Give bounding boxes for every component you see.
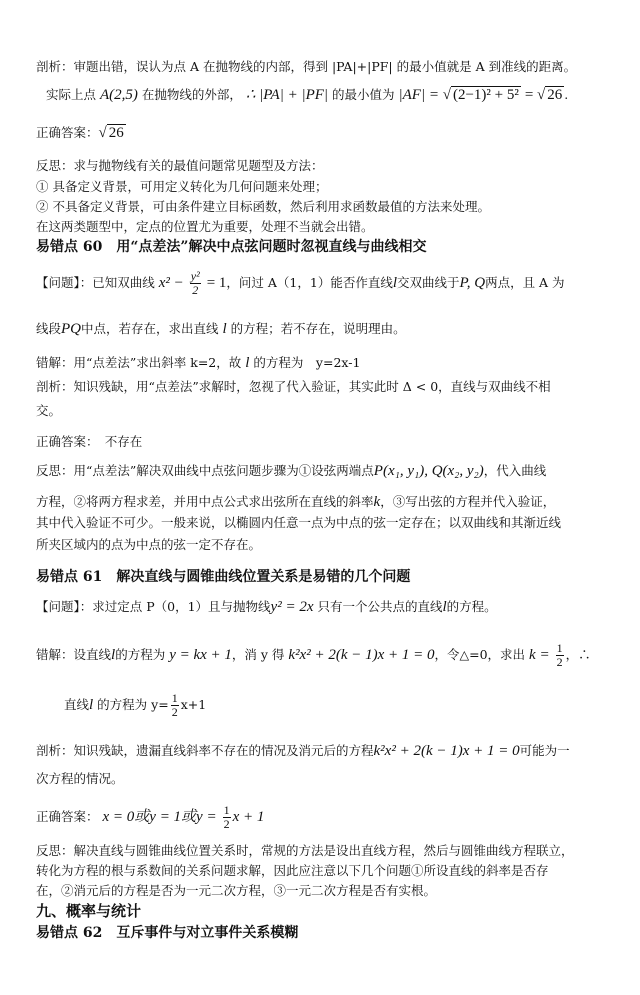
fraction-numerator: 1 [556, 641, 563, 655]
text-segment: 直线 [64, 697, 90, 712]
math-var: l [392, 275, 397, 291]
sqrt-radicand: 26 [547, 87, 563, 103]
analysis-61-line-2: 次方程的情况。 [36, 771, 124, 786]
text-segment: 线段 [36, 321, 62, 336]
math-expr: x + 1 [232, 809, 265, 825]
text-segment: 的方程为 [115, 647, 166, 662]
text-segment: . [564, 87, 569, 102]
math-expr: ∴ |PA| + |PF| [245, 87, 329, 103]
text-segment: 在抛物线的外部， [141, 87, 242, 102]
fraction-denominator: 2 [556, 655, 563, 669]
section-heading-60: 易错点 60 用“点差法”解决中点弦问题时忽视直线与曲线相交 [36, 239, 427, 255]
analysis-61-line-1 [36, 742, 570, 760]
chapter-heading: 九、概率与统计 [36, 902, 142, 920]
text-segment: 的方程；若不存在，说明理由。 [230, 321, 406, 336]
text-segment: 实际上点 [46, 87, 97, 102]
fraction [190, 270, 201, 297]
text-segment: ，令△=0，求出 [434, 647, 526, 662]
text-segment: 错解：设直线 [36, 647, 112, 662]
correct-answer-60: 正确答案： 不存在 [36, 434, 143, 449]
math-expr: k²x² + 2(k − 1)x + 1 = 0 [288, 647, 435, 663]
reflection-61-line-3: 在，②消元后的方程是否为一元二次方程，③一元二次方程是否有实根。 [36, 883, 437, 898]
fraction-numerator: 1 [223, 803, 230, 817]
reflection-60-line-2 [36, 493, 555, 511]
analysis-60-line-1: 剖析：知识残缺，用“点差法”求解时，忽视了代入验证，其实此时 Δ < 0，直线与双曲线不相 [36, 379, 551, 394]
math-expr: k²x² + 2(k − 1)x + 1 = 0 [373, 743, 520, 759]
problem-60-line-2 [36, 320, 406, 338]
math-expr: k = [529, 647, 550, 663]
sqrt-radicand: (2−1)² + 5² [452, 87, 519, 103]
text-segment: 的方程为 y=2x-1 [253, 355, 361, 370]
fraction-denominator: 2 [171, 705, 178, 719]
math-expr: y² = 2x [270, 599, 314, 615]
reflection-61-line-1: 反思：解决直线与圆锥曲线位置关系时，常规的方法是设出直线方程，然后与圆锥曲线方程联立， [36, 843, 574, 858]
math-var: k [373, 494, 381, 510]
text-segment: ，消 y 得 [231, 647, 285, 662]
math-var: l [222, 321, 227, 337]
math-var: PQ [61, 321, 82, 337]
text-segment: ，∴ [565, 647, 591, 662]
text-segment: 方程，②将两方程求差，并用中点公式求出弦所在直线的斜率 [36, 494, 374, 509]
math-var: l [89, 697, 94, 713]
fraction [556, 642, 564, 669]
text-segment: 【问题】：求过定点 P（0，1）且与抛物线 [36, 599, 271, 614]
text-segment: x+1 [180, 697, 207, 712]
wrong-solution-61-result [64, 692, 206, 719]
text-segment: ，代入曲线 [483, 463, 547, 478]
text-segment: 中点，若存在，求出直线 [81, 321, 219, 336]
answer-label: 正确答案： [36, 125, 99, 140]
math-var: l [442, 599, 447, 615]
text-segment: 的最小值为 [332, 87, 395, 102]
reflection-60-line-4: 所夹区域内的点为中点的弦一定不存在。 [36, 537, 262, 552]
math-expr: = √ [524, 87, 546, 103]
fraction-denominator: 2 [192, 283, 199, 297]
math-var: l [245, 355, 250, 371]
text-segment: 剖析：知识残缺，遗漏直线斜率不存在的情况及消元后的方程 [36, 743, 374, 758]
correct-answer-61 [36, 804, 264, 831]
section-heading-61: 易错点 61 解决直线与圆锥曲线位置关系是易错的几个问题 [36, 569, 411, 585]
math-var: P, Q [459, 275, 486, 291]
text-segment: 错解：用“点差法”求出斜率 k=2，故 [36, 355, 242, 370]
problem-61 [36, 598, 497, 616]
fraction-denominator: 2 [223, 817, 230, 831]
reflection-60-line-3: 其中代入验证不可少。一般来说，以椭圆内任意一点为中点的弦一定存在；以双曲线和其渐近线 [36, 515, 562, 530]
math-expr: P(x₁, y₁), Q(x₂, y₂) [373, 463, 484, 479]
math-var: l [111, 647, 116, 663]
math-expr: x² − [158, 275, 184, 291]
math-expr: √ [98, 125, 107, 141]
reflection-60-line-1 [36, 462, 546, 480]
text-segment: ，③写出弦的方程并代入验证， [380, 494, 556, 509]
fraction [171, 692, 179, 719]
wrong-solution-61 [36, 642, 591, 669]
text-segment: 可能为一 [519, 743, 570, 758]
reflection-note: 在这两类题型中，定点的位置尤为重要，处理不当就会出错。 [36, 219, 374, 234]
problem-60-line-1 [36, 270, 565, 297]
text-segment: 的方程为 y= [97, 697, 169, 712]
reflection-item-1: ① 具备定义背景，可用定义转化为几何问题来处理； [36, 179, 328, 194]
analysis-line-1: 剖析：审题出错，误认为点 A 在抛物线的内部，得到 |PA|+|PF| 的最小值就是 A 到准线的距离。 [36, 59, 577, 74]
analysis-60-line-2: 交。 [36, 403, 62, 418]
math-expr: = 1 [206, 275, 227, 291]
reflection-item-2: ② 不具备定义背景，可由条件建立目标函数，然后利用求函数最值的方法来处理。 [36, 199, 490, 214]
actual-line [46, 86, 568, 104]
section-heading-62: 易错点 62 互斥事件与对立事件关系模糊 [36, 925, 299, 941]
text-segment: 的方程。 [446, 599, 497, 614]
text-segment: 只有一个公共点的直线 [317, 599, 443, 614]
reflection-61-line-2: 转化为方程的根与系数间的关系问题求解，因此应注意以下几个问题①所设直线的斜率是否存 [36, 863, 549, 878]
wrong-solution-60 [36, 354, 360, 372]
correct-answer-1 [36, 124, 126, 142]
text-segment: 反思：用“点差法”解决双曲线中点弦问题步骤为①设弦两端点 [36, 463, 374, 478]
fraction-numerator: 1 [171, 691, 178, 705]
math-expr: A(2,5) [100, 87, 138, 103]
answer-label: 正确答案： [36, 809, 99, 824]
text-segment: ，问过 A（1，1）能否作直线 [226, 275, 393, 290]
sqrt-radicand: 26 [108, 125, 124, 141]
math-expr: y = kx + 1 [169, 647, 232, 663]
text-segment: 交双曲线于 [397, 275, 460, 290]
reflection-line: 反思：求与抛物线有关的最值问题常见题型及方法： [36, 158, 324, 173]
fraction [223, 804, 231, 831]
math-expr: x = 0或y = 1或y = [102, 809, 217, 825]
text-segment: 【问题】：已知双曲线 [36, 275, 155, 290]
fraction-numerator: y² [190, 269, 200, 283]
math-expr: |AF| = √ [398, 87, 451, 103]
text-segment: 两点，且 A 为 [485, 275, 565, 290]
